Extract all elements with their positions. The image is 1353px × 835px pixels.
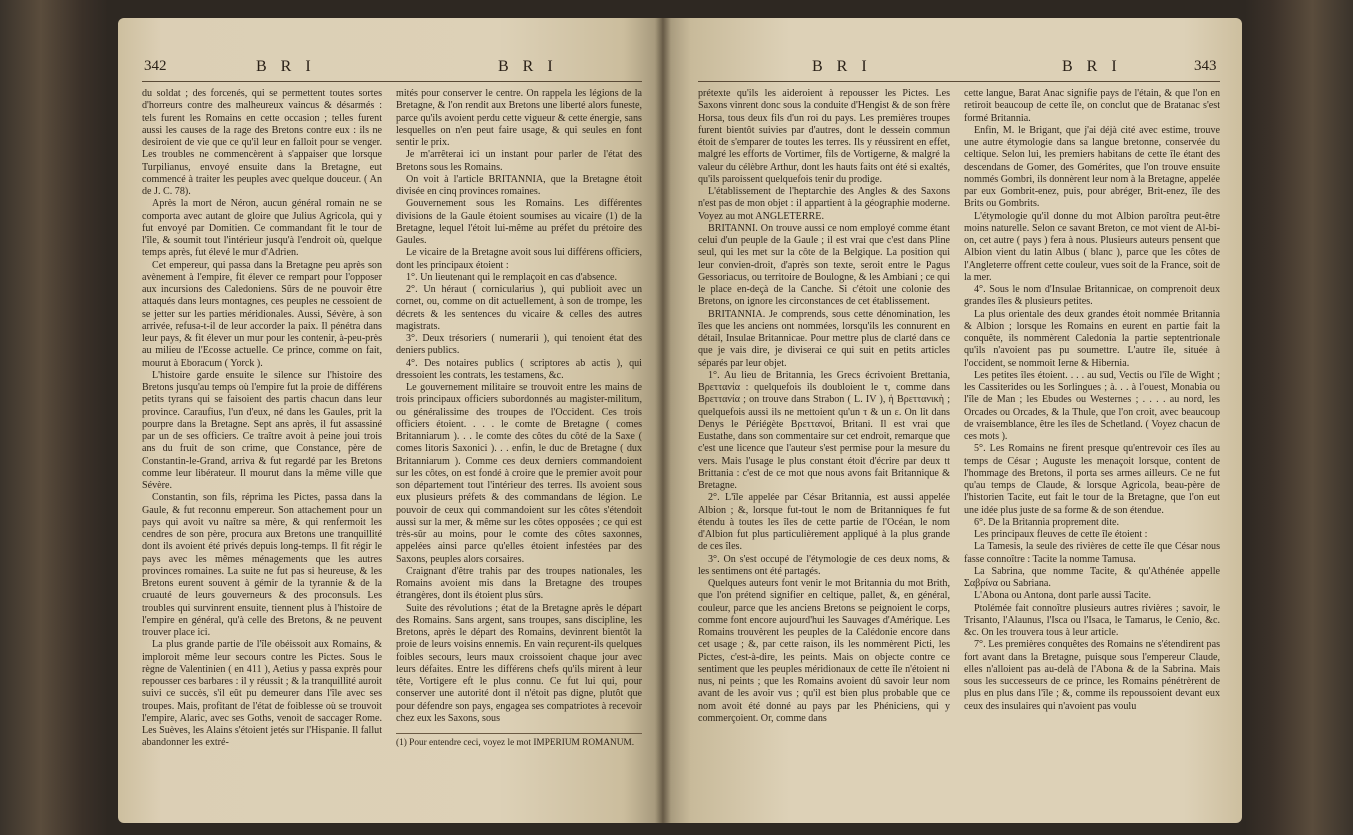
- paragraph: La Sabrina, que nomme Tacite, & qu'Athénée appelle Σαβρίνα ou Sabriana.: [964, 565, 1220, 589]
- paragraph: du soldat ; des forcenés, qui se permettent toutes sortes d'horreurs contre des malheureux vaincus & désarmés : tels furent les Romains en cette occasion ; telles furent aussi les causes de la rage des Bretons contre eux : ils ne desiroient de vie que ce qu'il leur en falloit pour se venger. Les troubles ne commencèrent à s'appaiser que lorsque Turpilianus, envoyé ensuite dans la Bretagne, eut commencé à traiter les peuples avec quelque douceur. ( An de J. C. 78).: [142, 88, 382, 197]
- paragraph: Cet empereur, qui passa dans la Bretagne peu après son avènement à l'empire, fit élever ce rempart pour l'opposer aux incursions des Caledoniens. Sûrs de ne pouvoir être attaqués dans leurs montagnes, ces peuples ne cessoient de se jetter sur les parties méridionales. Aussi, Sévère, à son arrivée, refusa-t-il de leur accorder la paix. Il pénétra dans leur pays, & fit élever un mur pour les contenir, à-peu-près au milieu de l'Ecosse actuelle. Ce prince, comme on fait, mourut à Eboracum ( Yorck ).: [142, 259, 382, 369]
- paragraph: mités pour conserver le centre. On rappela les légions de la Bretagne, & l'on rendit aux Bretons une liberté alors funeste, parce qu'ils avoient perdu cette vigueur & cette énergie, sans lesquelles on n'en peut faire usage, & qui seules en font sentir le prix.: [396, 88, 642, 148]
- paragraph: 4°. Des notaires publics ( scriptores ab actis ), qui dressoient les contrats, les testamens, &c.: [396, 357, 642, 381]
- paragraph: Les petites îles étoient. . . . au sud, Vectis ou l'île de Wight ; les Cassiterides ou les Sorlingues ; à. . . à l'ouest, Monabia ou l'île de Man ; les Ebudes ou Westernes ; . . . . au nord, les Orcades ou Orcades, & la Thule, que l'on croit, avec beaucoup de vraisemblance, être les îles de Schetland. ( Voyez chacun de ces mots ).: [964, 369, 1220, 442]
- paragraph: 6°. De la Britannia proprement dite.: [974, 516, 1120, 528]
- text-column-1: [142, 88, 382, 803]
- paragraph: prétexte qu'ils les aideroient à repousser les Pictes. Les Saxons vinrent donc sous la conduite d'Hengist & de son frère Horsa, tous deux fils d'un roi du pays. Les premières troupes furent bientôt suivies par d'autres, dont le dessein commun étoit de s'emparer de toutes les terres. Ils y réussirent en effet, malgré les efforts de Vortimer, fils de Vortigerne, & malgré la valeur du célèbre Arthur, dont les hauts faits ont été si exaltés, qu'ils paroissent quelquefois tenir du prodige.: [698, 88, 950, 185]
- paragraph: 4°. Sous le nom d'Insulae Britannicae, on comprenoit deux grandes îles & plusieurs petites.: [964, 284, 1220, 308]
- header-rule: [142, 81, 642, 82]
- paragraph: Après la mort de Néron, aucun général romain ne se comporta avec autant de gloire que Julius Agricola, qui y fut envoyé par Domitien. Ce commandant fit le tour de l'île, & soumit tout l'intérieur jusqu'à l'endroit où, quelque temps après, fut élevé le mur d'Adrien.: [142, 198, 382, 259]
- paragraph: 5°. Les Romains ne firent presque qu'entrevoir ces îles au temps de César ; Auguste les menaçoit lorsque, content de l'hommage des Bretons, il porta ses armes ailleurs. Ce ne fut qu'au temps de Claude, & lorsque Agricola, beau-père de l'historien Tacite, eut fait le tour de la Bretagne, que l'on eut une idée plus juste de sa forme & de son étendue.: [964, 443, 1220, 516]
- paragraph: L'histoire garde ensuite le silence sur l'histoire des Bretons jusqu'au temps où l'empire fut la proie de différens petits tyrans qui se faisoient des partis chacun dans leur province. Caraufius, l'un d'eux, né dans les Gaules, prit la pourpre dans la Bretagne. Sept ans après, il fut assassiné par un de ses officiers. Ce traître avoit à peine joui trois ans du fruit de son crime, que Constance, père de Constantin-le-Grand, arriva & fut regardé par les Bretons comme leur libérateur. Il mourut dans la même ville que Sévère.: [142, 369, 382, 491]
- paragraph: L'établissement de l'heptarchie des Angles & des Saxons n'est pas de mon objet : il appartient à la géographie moderne. Voyez au mot ANGLETERRE.: [698, 186, 950, 222]
- paragraph: La plus grande partie de l'île obéissoit aux Romains, & imploroit même leur secours contre les Pictes. Sous le règne de Valentinien ( en 411 ), Aetius y passa exprès pour repousser ces barbares : il y réussit ; & la tranquillité auroit suivi ce succès, s'il eût pu demeurer dans l'île avec ses troupes. Mais, profitant de l'état de foiblesse où se trouvoit l'empire, Alaric, avec ses Goths, venoit de saccager Rome. Les Suèves, les Alains s'étoient jetés sur l'Hispanie. Il fallut abandonner les extré-: [142, 639, 382, 749]
- paragraph: Constantin, son fils, réprima les Pictes, passa dans la Gaule, & fut reconnu empereur. Son attachement pour un pays qui avoit vu naître sa mère, & qui renfermoit les cendres de son père, procura aux Bretons une tranquillité dont ils avoient été privés depuis long-temps. Il fit régir le pays avec les mêmes ménagements que les autres provinces romaines. La suite ne fut pas si heureuse, & les Bretons eurent souvent à gémir de la tyrannie & de la cruauté de leurs gouverneurs & des proconsuls. Les troubles qui survinrent ensuite, tiennent plus à l'histoire de l'empire en général, qu'à celle des Bretons, & ne peuvent trouver place ici.: [142, 492, 382, 638]
- paragraph: Craignant d'être trahis par des troupes nationales, les Romains avoient mis dans la Bretagne des troupes étrangères, dont ils étoient plus sûrs.: [396, 565, 642, 602]
- paragraph: 7°. Les premières conquêtes des Romains ne s'étendirent pas fort avant dans la Bretagne, puisque sous l'empereur Claude, elles n'alloient pas au-delà de l'Abona & de la Sabrina. Mais sous les successeurs de ce prince, les Romains pénétrèrent de plus en plus dans l'île ; &, comme ils repoussoient devant eux ceux des insulaires qui n'avoient pas voulu: [964, 639, 1220, 712]
- paragraph: Ptolémée fait connoître plusieurs autres rivières ; savoir, le Trisanto, l'Alaunus, l'Isca ou l'Isaca, le Tamarus, le Cenio, &c. &c. On les trouvera tous à leur article.: [964, 602, 1220, 638]
- paragraph: 1°. Un lieutenant qui le remplaçoit en cas d'absence.: [406, 271, 618, 283]
- paragraph: cette langue, Barat Anac signifie pays de l'étain, & que l'on en retiroit beaucoup de cette île, on conclut que de Bratanac s'est formé Britannia.: [964, 88, 1220, 124]
- paragraph: La Tamesis, la seule des rivières de cette île que César nous fasse connoître : Tacite la nomme Tamusa.: [964, 541, 1220, 565]
- paragraph: 2°. L'île appelée par César Britannia, est aussi appelée Albion ; &, lorsque fut-tout le nom de Britanniques fe fut étendu à toutes les îles de cette partie de l'Océan, le nom d'Albion fut plus particulièrement appliqué à la plus grande de ces îles.: [698, 492, 950, 553]
- paragraph: Le vicaire de la Bretagne avoit sous lui différens officiers, dont les principaux étoient :: [396, 247, 642, 271]
- paragraph: Gouvernement sous les Romains. Les différentes divisions de la Gaule étoient soumises au vicaire (1) de la Bretagne, lequel l'étoit lui-même au préfet du prétoire des Gaules.: [396, 198, 642, 246]
- page-number: 343: [1194, 58, 1217, 74]
- paragraph: 2°. Un héraut ( cornicularius ), qui publioit avec un cornet, ou, comme on dit actuellement, à son de trompe, les décrets & les sentences du vicaire & celles des autres magistrats.: [396, 284, 642, 332]
- paragraph: Le gouvernement militaire se trouvoit entre les mains de trois principaux officiers subordonnés au magister-militum, ou généralissime des troupes de l'Occident. Ces trois officiers étoient. . . . le comte de Bretagne ( comes Britanniarum ). . . le comte des côtes du côté de la Saxe ( comes litoris Saxonici ). . . enfin, le duc de Bretagne ( dux Britanniarum ). Comme ces deux derniers commandoient sur les côtes, on est fondé à croire que le premier avoit pour son département tout l'intérieur des terres. Ils avoient sous eux plusieurs préfets & des commandans de légion. Le pouvoir de ceux qui commandoient sur les côtes s'étendoit aussi sur la mer, & même sur les côtes opposées ; ce qui est très-sûr au moins, pour le comte des côtes saxonnes, appelées ainsi parce qu'elles étoient infestées par des Saxons, peuples alors corsaires.: [396, 382, 642, 565]
- running-head-left: B R I: [812, 58, 872, 75]
- footnote: (1) Pour entendre ceci, voyez le mot IMPERIUM ROMANUM.: [396, 733, 642, 749]
- paragraph: L'étymologie qu'il donne du mot Albion paroîtra peut-être moins naturelle. Selon ce savant Breton, ce mot vient de Al-bi-on, cet autre ( pays ) fera à nous. Plusieurs auteurs pensent que Albion vient du latin Albus ( blanc ), parce que les côtes de l'Angleterre offrent cette couleur, vues soit de la France, soit de la mer.: [964, 210, 1220, 283]
- left-page: [118, 18, 662, 823]
- paragraph: Je m'arrêterai ici un instant pour parler de l'état des Bretons sous les Romains.: [396, 149, 642, 173]
- paragraph: L'Abona ou Antona, dont parle aussi Tacite.: [974, 590, 1151, 602]
- paragraph: La plus orientale des deux grandes étoit nommée Britannia & Albion ; lorsque les Romains en eurent en partie fait la conquête, ils nommèrent Caledonia la partie septentrionale qu'ils n'avoient pas pu soumettre. L'autre île, située à l'occident, se nommoit Ierne & Hibernia.: [964, 308, 1220, 369]
- paragraph: 1°. Au lieu de Britannia, les Grecs écrivoient Brettania, Βρεττανία : quelquefois ils doubloient le τ, comme dans Βρεττανία ; on trouve dans Strabon ( L. IV ), ἡ Βρεττανικὴ ; quelquefois aussi ils ne mettoient qu'un τ & un ε. On lit dans Denys le Périégète Βρεττανοί, Britani. Il est vrai que Eustathe, dans son commentaire sur cet endroit, remarque que c'est une licence que l'auteur s'est permise pour la mesure du vers. Mais l'usage le plus constant étoit d'écrire par deux tt Brittania : c'est de ce mot que nous avons fait Britannique & Bretagne.: [698, 369, 950, 491]
- running-head-left: B R I: [256, 58, 316, 75]
- text-column-2: [396, 88, 642, 803]
- paragraph: On voit à l'article BRITANNIA, que la Bretagne étoit divisée en cinq provinces romaines.: [396, 173, 642, 197]
- text-column-2: [964, 88, 1220, 803]
- book-gutter: [655, 18, 671, 823]
- paragraph: 3°. Deux trésoriers ( numerarii ), qui tenoient état des deniers publics.: [396, 333, 642, 357]
- paragraph: Enfin, M. le Brigant, que j'ai déjà cité avec estime, trouve une autre étymologie dans sa langue bretonne, conservée du celtique. Selon lui, les premiers habitans de cette île étant des descendans de Gomer, des Gomérites, que l'on trouve ensuite nommés Gombri, ils donnèrent leur nom à la Bretagne, appelée par eux Gombrit-enez, puis, pour abréger, Brit-enez, île des Brits ou Gombrits.: [964, 124, 1220, 210]
- paragraph: Quelques auteurs font venir le mot Britannia du mot Brith, que l'on prétend signifier en celtique, pallet, &, en général, couleur, parce que les anciens Bretons se peignoient le corps, comme font encore aujourd'hui les Sauvages d'Amérique. Les Romains trouvèrent les peuples de la Calédonie encore dans cet usage ; &, par cette raison, ils les nommèrent Picti, les Pictes, c'est-à-dire, les peints. Mais on objecte contre ce sentiment que les peuples méridionaux de cette île n'étoient ni nus, ni peints ; que les Romains avoient dû savoir leur nom avant de les avoir vus ; qu'il est bien plus probable que ce nom avoit été donné au pays par les Phéniciens, qui y commerçoient. Or, comme dans: [698, 578, 950, 724]
- paragraph: BRITANNI. On trouve aussi ce nom employé comme étant celui d'un peuple de la Gaule ; il est vrai que c'est dans Pline seul, qui les met sur la côte de la Belgique. La position qui leur convien-droit, d'après son texte, seroit entre le Pagus Gessoriacus, ou territoire de Boulogne, & les Ambiani ; ce qui le place en-deçà de la Canche. Si c'étoit une colonie des Bretons, on ignore les circonstances de cet établissement.: [698, 222, 950, 308]
- running-head-right: B R I: [498, 58, 558, 75]
- paragraph: Les principaux fleuves de cette île étoient :: [974, 529, 1148, 540]
- paragraph: Suite des révolutions ; état de la Bretagne après le départ des Romains. Sans argent, sans troupes, sans discipline, les Bretons, après le départ des Romains, devinrent bientôt la proie de leurs voisins ennemis. En vain reçurent-ils quelques foibles secours, leurs maux croissoient chaque jour avec leurs défaites. Entre les différens chefs qu'ils mirent à leur tête, Vortigere eft le plus connu. Ce fut lui qui, pour conserver une autorité dont il n'étoit pas digne, plutôt que pour défendre son pays, engagea ses compatriotes à recevoir chez eux les Saxons, sous: [396, 602, 642, 724]
- paragraph: BRITANNIA. Je comprends, sous cette dénomination, les îles que les anciens ont nommées, lorsqu'ils les connurent en détail, Insulae Britannicae. Pour mettre plus de clarté dans ce que je vais dire, je diviserai ce qui suit en petits articles séparés par leur objet.: [698, 308, 950, 369]
- header-rule: [698, 81, 1220, 82]
- paragraph: 3°. On s'est occupé de l'étymologie de ces deux noms, & les sentimens ont été partagés.: [698, 553, 950, 577]
- text-column-1: [698, 88, 950, 803]
- page-number: 342: [144, 58, 167, 74]
- right-page: [662, 18, 1242, 823]
- running-head-right: B R I: [1062, 58, 1122, 75]
